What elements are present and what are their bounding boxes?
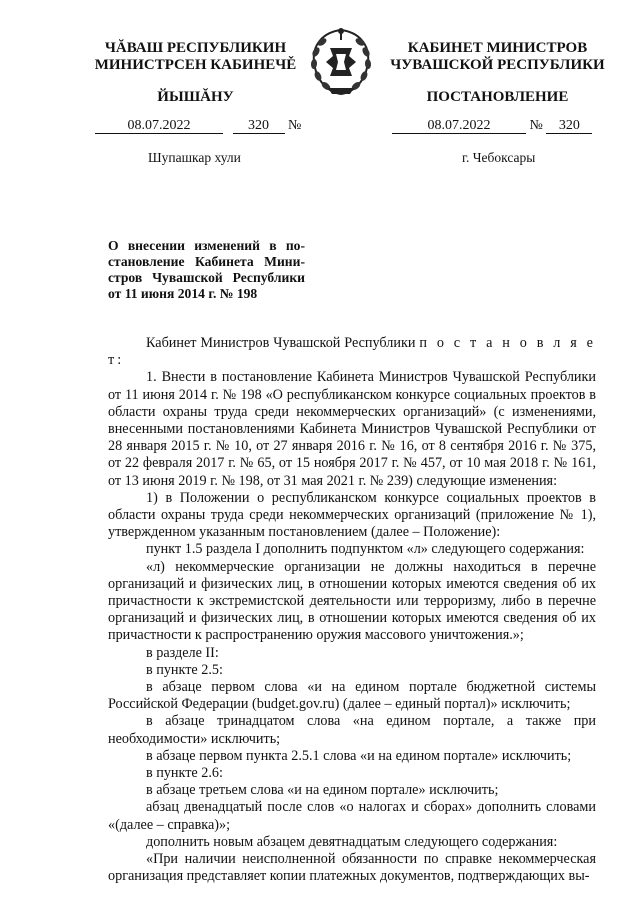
header-right-kind: ПОСТАНОВЛЕНИЕ (426, 89, 569, 105)
place-left: Шупашкар хули (148, 150, 241, 165)
title-line2: становление Кабинета Мини- (108, 254, 305, 269)
paragraph-5: в разделе II: (146, 644, 219, 661)
title-line4: от 11 июня 2014 г. № 198 (108, 286, 258, 301)
document-body (108, 335, 596, 886)
paragraph-10: в пункте 2.6: (146, 765, 223, 782)
header-left-kind: ЙЫШĂНУ (157, 89, 234, 105)
paragraph-4: «л) некоммерческие организации не должны находиться в перечне организаций и физических лиц, в отношении которых имеются сведения об их причастности к экстремистской деятельности или терроризму, либо в перечне организаций и физических лиц, в отношении которых имеются сведения об их причастности к распространению оружия массового уничтожения.»; (108, 558, 596, 644)
paragraph-9: в абзаце первом пункта 2.5.1 слова «и на едином портале» исключить; (146, 747, 572, 764)
paragraph-13: дополнить новым абзацем девятнадцатым следующего содержания: (146, 833, 558, 850)
document-title (108, 238, 305, 302)
paragraph-2: 1) в Положении о республиканском конкурсе социальных проектов в области охраны труда среди некоммерческих организаций (приложение № 1), утвержденном указанным постановлением (далее – Положение): (108, 489, 596, 541)
title-line3: стров Чувашской Республики (108, 270, 305, 285)
registration-right-no-sign: № (529, 118, 543, 133)
header-right-line2: ЧУВАШСКОЙ РЕСПУБЛИКИ (390, 57, 605, 73)
header-right-line1: КАБИНЕТ МИНИСТРОВ (407, 40, 588, 56)
intro-text: Кабинет Министров Чувашской Республики (146, 335, 420, 351)
registration-left-no-sign: № (288, 118, 302, 133)
paragraph-11: в абзаце третьем слова «и на едином портале» исключить; (146, 782, 499, 799)
header-left-org (88, 40, 303, 74)
header-right-org (390, 40, 605, 74)
paragraph-7: в абзаце первом слова «и на едином портале бюджетной системы Российской Федерации (budget.gov.ru) (далее – единый портал)» исключить; (108, 679, 596, 713)
paragraph-1: 1. Внести в постановление Кабинета Министров Чувашской Республики от 11 июня 2014 г. № 198 «О республиканском конкурсе социальных проектов в области охраны труда среди некоммерческих организаций» (с изменениями, внесенными постановлениями Кабинета Министров Чувашской Республики от 28 января 2015 г. № 10, от 27 января 2016 г. № 16, от 8 сентября 2016 г. № 375, от 22 февраля 2017 г. № 65, от 15 ноября 2017 г. № 457, от 10 мая 2018 г. № 161, от 13 июня 2019 г. № 198, от 31 мая 2021 г. № 239) следующие изменения: (108, 369, 596, 489)
intro-paragraph (108, 335, 596, 369)
registration-right-date: 08.07.2022 (392, 118, 526, 134)
place-right: г. Чебоксары (462, 150, 536, 165)
header-left-line1: ЧĂВАШ РЕСПУБЛИКИН (104, 40, 287, 56)
header-left-line2: МИНИСТРСЕН КАБИНЕЧĚ (94, 57, 297, 73)
title-line1: О внесении изменений в по- (108, 238, 305, 253)
registration-left-number: 320 (233, 118, 285, 134)
paragraph-6: в пункте 2.5: (146, 661, 223, 678)
paragraph-8: в абзаце тринадцатом слова «на едином портале, а также при необходимости» исключить; (108, 713, 596, 747)
paragraph-3: пункт 1.5 раздела I дополнить подпунктом «л» следующего содержания: (146, 541, 585, 558)
registration-left-date: 08.07.2022 (95, 118, 223, 134)
paragraph-14: «При наличии неисполненной обязанности по справке некоммерческая организация представляет копии платежных документов, подтверждающих вы- (108, 851, 596, 885)
registration-right (392, 118, 592, 134)
paragraph-12: абзац двенадцатый после слов «о налогах и сборах» дополнить словами «(далее – справка)»; (108, 799, 596, 833)
coat-of-arms-icon (300, 22, 382, 102)
intro-decree-word: п о с т а н о в л я е т: (108, 335, 596, 369)
registration-left (95, 118, 301, 134)
registration-right-number: 320 (546, 118, 592, 134)
